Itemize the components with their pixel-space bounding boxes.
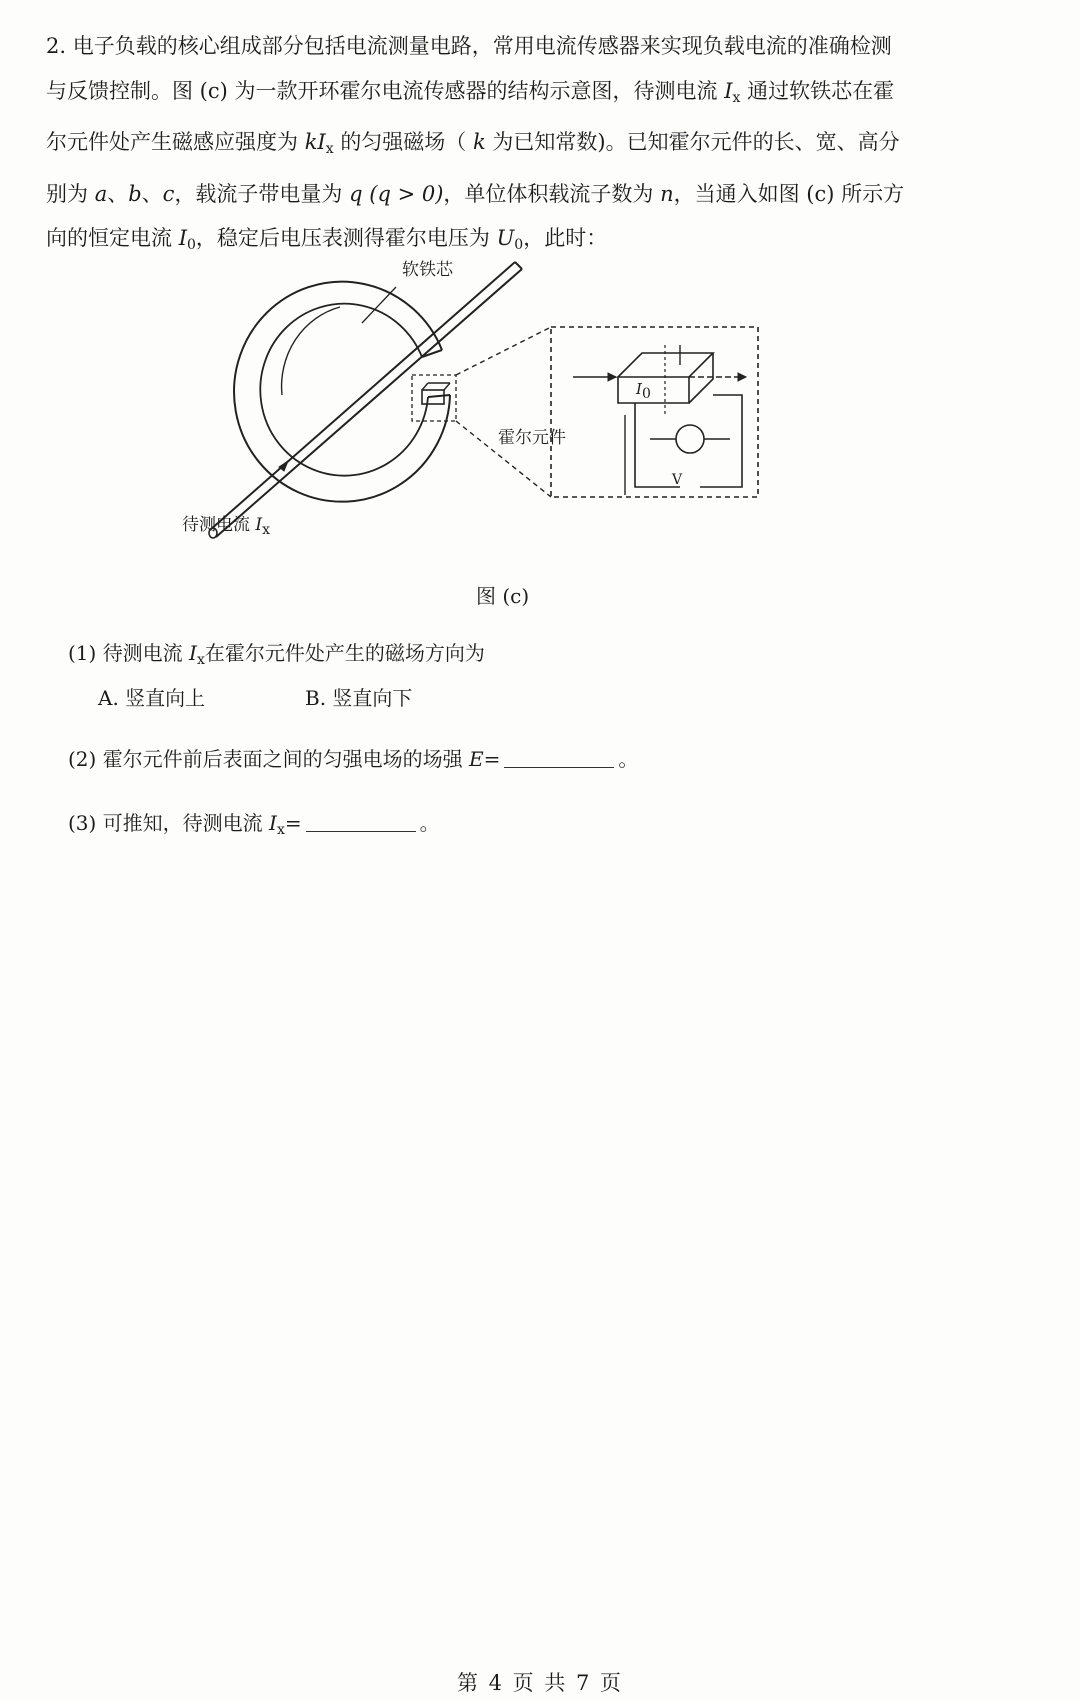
problem-line-2: 与反馈控制。图 (c) 为一款开环霍尔电流传感器的结构示意图，待测电流 $I_x$ 通过软铁芯在霍: [46, 78, 895, 106]
hall-sensor-figure: [170, 245, 830, 555]
page-footer: 第 4 页 共 7 页: [456, 1671, 624, 1695]
hall-element-label: 霍尔元件: [498, 428, 566, 448]
current-wire: [210, 262, 515, 530]
answer-blank-2[interactable]: [504, 747, 614, 768]
problem-line-3: 尔元件处产生磁感应强度为 $kI_x$ 的匀强磁场（ k 为已知常数)。已知霍尔元件的长、宽、高分: [46, 130, 900, 157]
answer-blank-3[interactable]: [306, 811, 416, 832]
figure-caption: 图 (c): [476, 584, 530, 608]
option-b[interactable]: B. 竖直向下: [305, 686, 413, 710]
question-3: (3) 可推知，待测电流 $I_x=$ 。: [68, 811, 440, 838]
i0-label: I0: [636, 380, 651, 402]
soft-iron-core: [234, 282, 450, 502]
problem-number: 2.: [46, 34, 67, 58]
soft-iron-core-label: 软铁芯: [402, 260, 453, 280]
option-a[interactable]: A. 竖直向上: [98, 686, 206, 710]
problem-line-1: 2. 电子负载的核心组成部分包括电流测量电路，常用电流传感器来实现负载电流的准确检测: [46, 34, 892, 58]
question-1: (1) 待测电流 $I_x$在霍尔元件处产生的磁场方向为: [68, 641, 485, 668]
problem-line-5: 向的恒定电流 $I_0$，稳定后电压表测得霍尔电压为 $U_0$，此时：: [46, 226, 608, 253]
question-2: (2) 霍尔元件前后表面之间的匀强电场的场强 E= 。: [68, 747, 639, 771]
problem-statement: [46, 24, 931, 268]
voltmeter-label: V: [671, 472, 683, 488]
problem-line-4: 别为 a、b、c，载流子带电量为 q (q > 0)，单位体积载流子数为 n，当通入如图 (c) 所示方: [46, 181, 905, 206]
voltmeter: [676, 425, 704, 453]
measured-current-label: 待测电流 $I_x$: [182, 515, 271, 538]
hall-sensor-diagram: [170, 245, 830, 555]
